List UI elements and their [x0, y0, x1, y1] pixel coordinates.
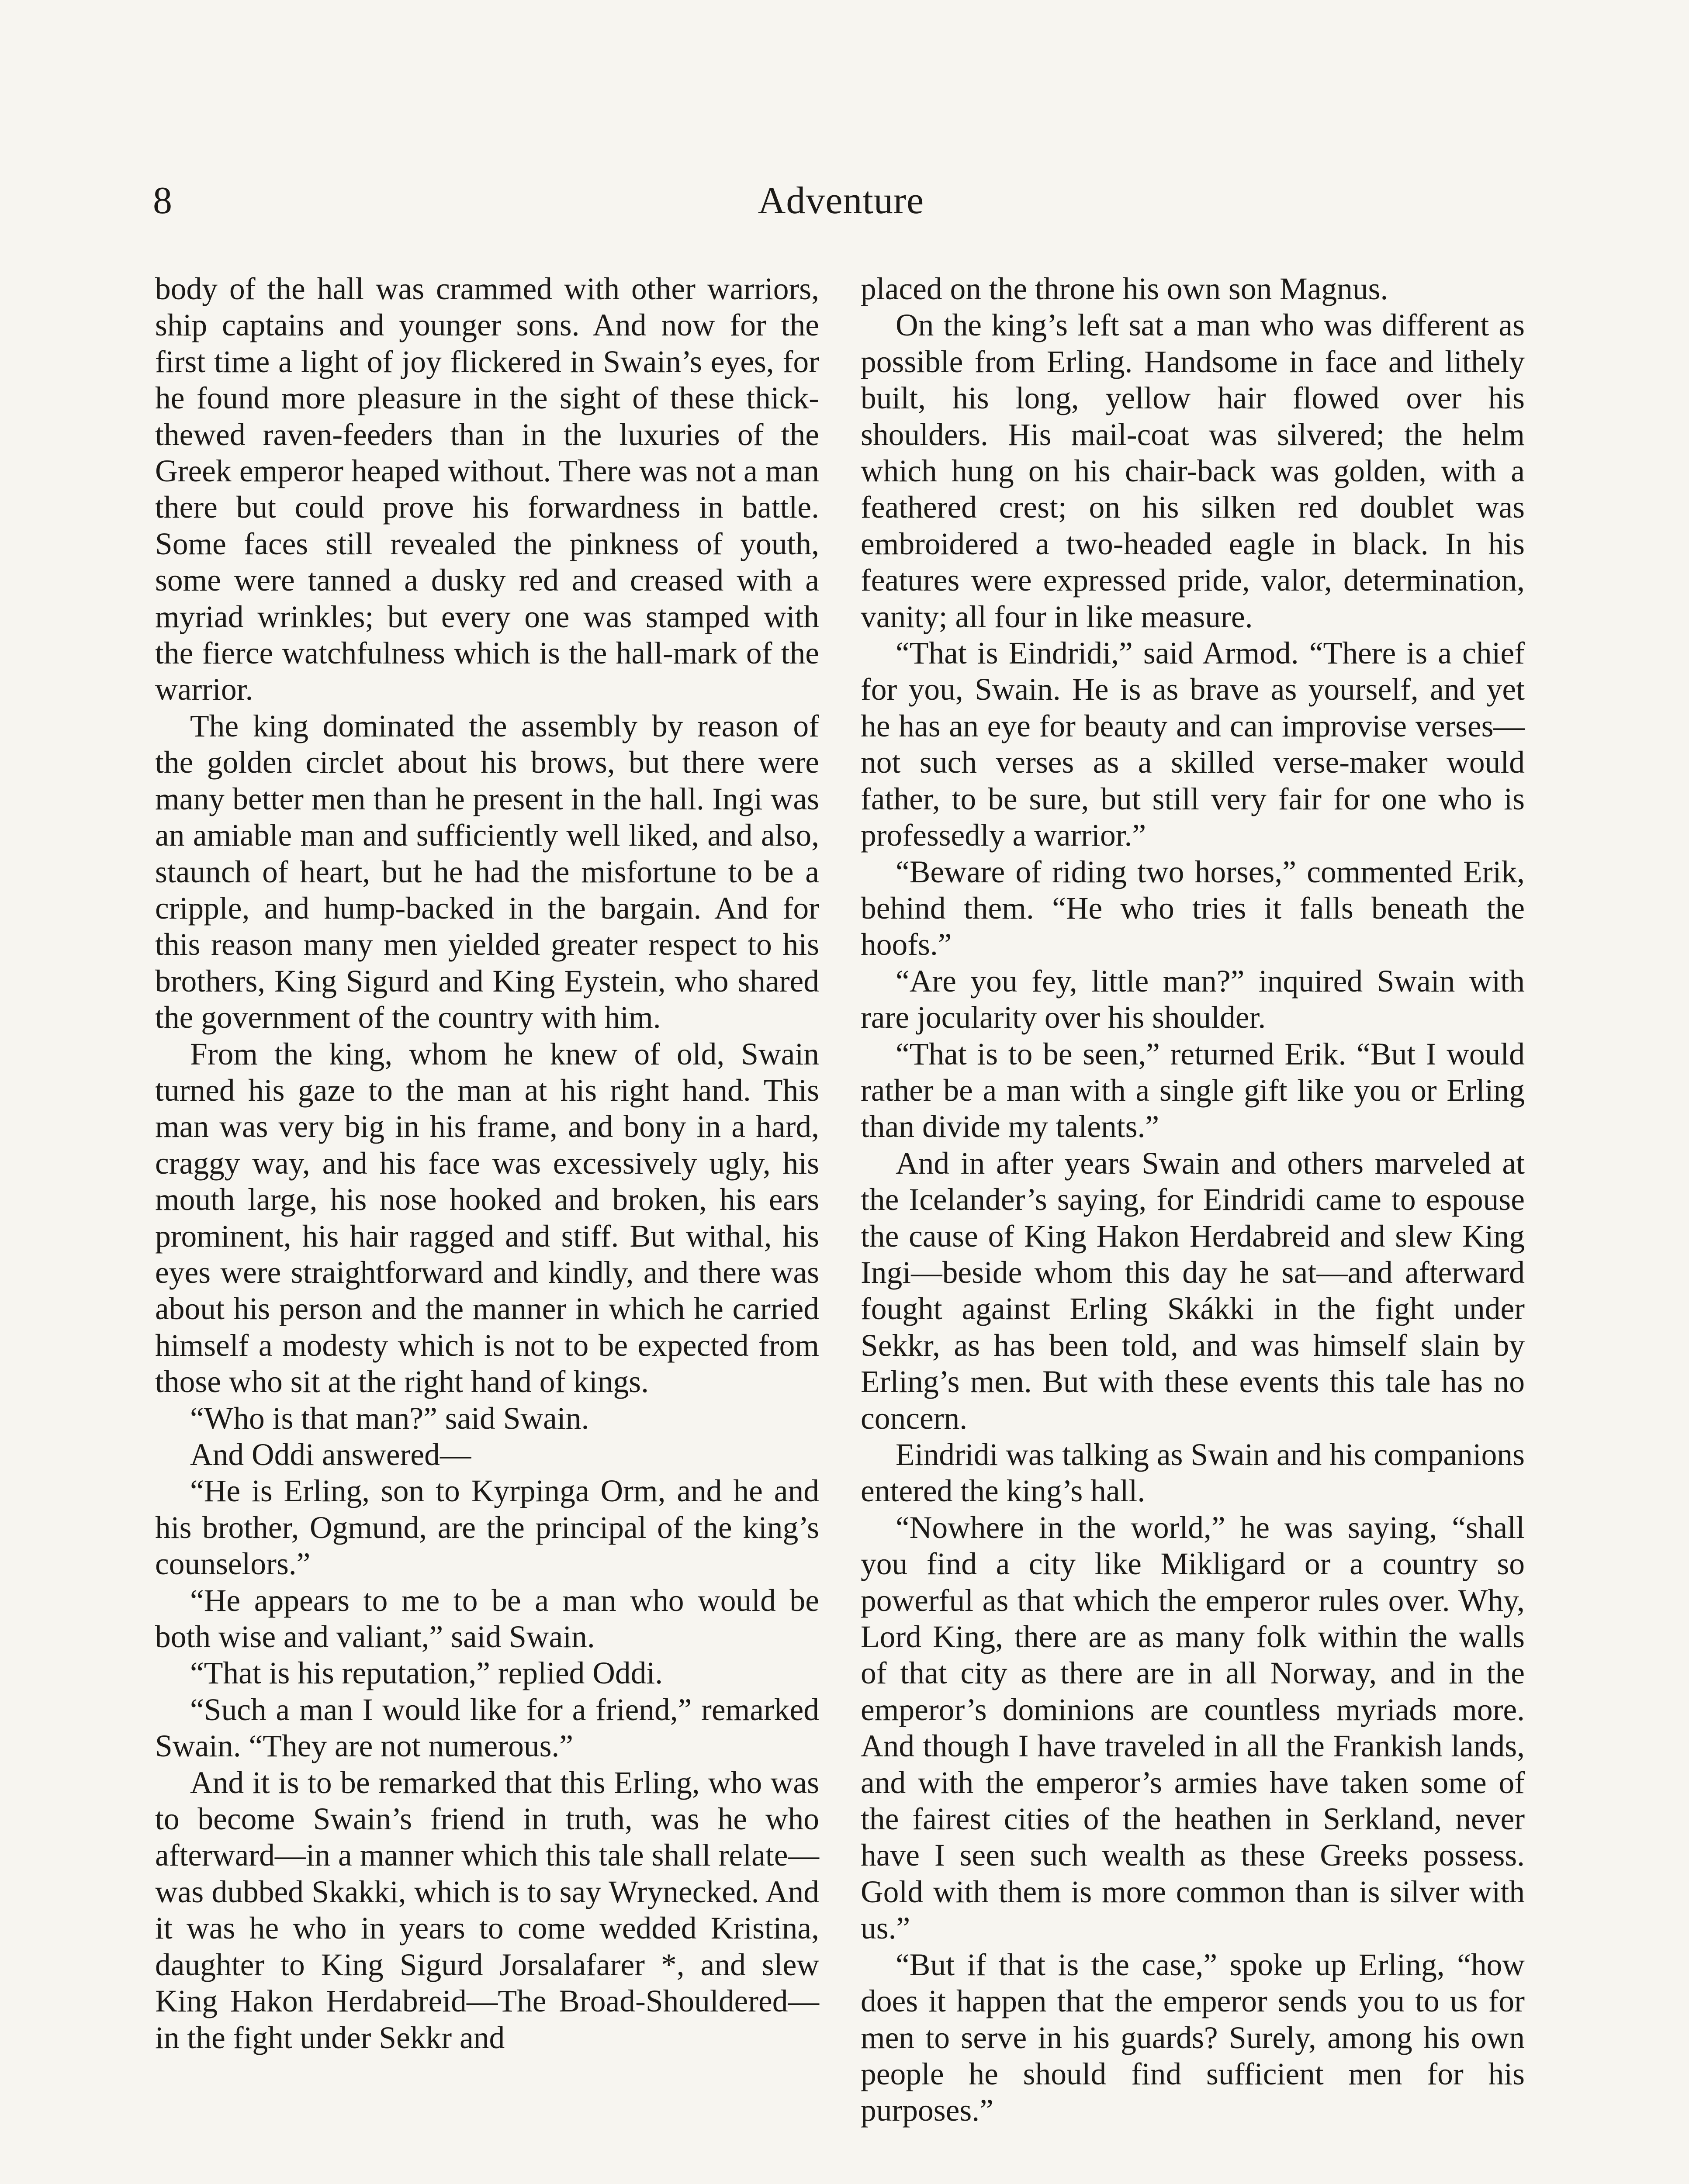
paragraph: “Such a man I would like for a friend,” remarked Swain. “They are not numerous.”	[155, 1692, 819, 1764]
page-number: 8	[153, 180, 172, 222]
paragraph: “Beware of riding two horses,” commented Erik, behind them. “He who tries it falls beneath the hoofs.”	[861, 854, 1525, 962]
paragraph: “But if that is the case,” spoke up Erling, “how does it happen that the emperor sends you to us for men to serve in his guards? Surely, among his own people he should find sufficient men for his purposes.”	[861, 1947, 1525, 2128]
left-column	[155, 271, 819, 2056]
paragraph: On the king’s left sat a man who was different as possible from Erling. Handsome in face and lithely built, his long, yellow hair flowed over his shoulders. His mail-coat was silvered; the helm which hung on his chair-back was golden, with a feathered crest; on his silken red doublet was embroidered a two-headed eagle in black. In his features were expressed pride, valor, determination, vanity; all four in like measure.	[861, 308, 1525, 634]
paragraph: placed on the throne his own son Magnus.	[861, 272, 1388, 306]
paragraph: “Nowhere in the world,” he was saying, “shall you find a city like Mikligard or a country so powerful as that which the emperor rules over. Why, Lord King, there are as many folk within the walls of that city as there are in all Norway, and in the emperor’s dominions are countless myriads more. And though I have traveled in all the Frankish lands, and with the emperor’s armies have taken some of the fairest cities of the heathen in Serkland, never have I seen such wealth as these Greeks possess. Gold with them is more common than is silver with us.”	[861, 1510, 1525, 1946]
paragraph: And it is to be remarked that this Erling, who was to become Swain’s friend in truth, was he who afterward—in a manner which this tale shall relate—was dubbed Skakki, which is to say Wrynecked. And it was he who in years to come wedded Kristina, daughter to King Sigurd Jorsalafarer *, and slew King Hakon Herdabreid—The Broad-Shouldered—in the fight under Sekkr and	[155, 1765, 819, 2055]
paragraph: “That is Eindridi,” said Armod. “There is a chief for you, Swain. He is as brave as yourself, and yet he has an eye for beauty and can improvise verses—not such verses as a skilled verse-maker would father, to be sure, but still very fair for one who is professedly a warrior.”	[861, 636, 1525, 853]
paragraph: “He appears to me to be a man who would be both wise and valiant,” said Swain.	[155, 1583, 819, 1655]
right-column	[861, 271, 1525, 2129]
paragraph: The king dominated the assembly by reason of the golden circlet about his brows, but there were many better men than he present in the hall. Ingi was an amiable man and sufficiently well liked, and also, staunch of heart, but he had the misfortune to be a cripple, and hump-backed in the bargain. And for this reason many men yielded greater respect to his brothers, King Sigurd and King Eystein, who shared the government of the country with him.	[155, 708, 819, 1035]
paragraph: And in after years Swain and others marveled at the Icelander’s saying, for Eindridi came to espouse the cause of King Hakon Herdabreid and slew King Ingi—beside whom this day he sat—and afterward fought against Erling Skákki in the fight under Sekkr, as has been told, and was himself slain by Erling’s men. But with these events this tale has no concern.	[861, 1146, 1525, 1436]
paragraph: Eindridi was talking as Swain and his companions entered the king’s hall.	[861, 1438, 1525, 1509]
paragraph: “That is to be seen,” returned Erik. “But I would rather be a man with a single gift like you or Erling than divide my talents.”	[861, 1037, 1525, 1144]
paragraph: “That is his reputation,” replied Oddi.	[190, 1656, 663, 1691]
paragraph: And Oddi answered—	[190, 1438, 471, 1472]
paragraph: body of the hall was crammed with other warriors, ship captains and younger sons. And now for the first time a light of joy flickered in Swain’s eyes, for he found more pleasure in the sight of these thick-thewed raven-feeders than in the luxuries of the Greek emperor heaped without. There was not a man there but could prove his forwardness in battle. Some faces still revealed the pinkness of youth, some were tanned a dusky red and creased with a myriad wrinkles; but every one was stamped with the fierce watchfulness which is the hall-mark of the warrior.	[155, 272, 819, 707]
paragraph: “He is Erling, son to Kyrpinga Orm, and he and his brother, Ogmund, are the principal of the king’s counselors.”	[155, 1474, 819, 1582]
page-header	[153, 175, 1529, 236]
running-title: Adventure	[758, 180, 924, 222]
paragraph: From the king, whom he knew of old, Swain turned his gaze to the man at his right hand. This man was very big in his frame, and bony in a hard, craggy way, and his face was excessively ugly, his mouth large, his nose hooked and broken, his ears prominent, his hair ragged and stiff. But withal, his eyes were straightforward and kindly, and there was about his person and the manner in which he carried himself a modesty which is not to be expected from those who sit at the right hand of kings.	[155, 1037, 819, 1400]
paragraph: “Are you fey, little man?” inquired Swain with rare jocularity over his shoulder.	[861, 964, 1525, 1035]
paragraph: “Who is that man?” said Swain.	[190, 1401, 589, 1436]
